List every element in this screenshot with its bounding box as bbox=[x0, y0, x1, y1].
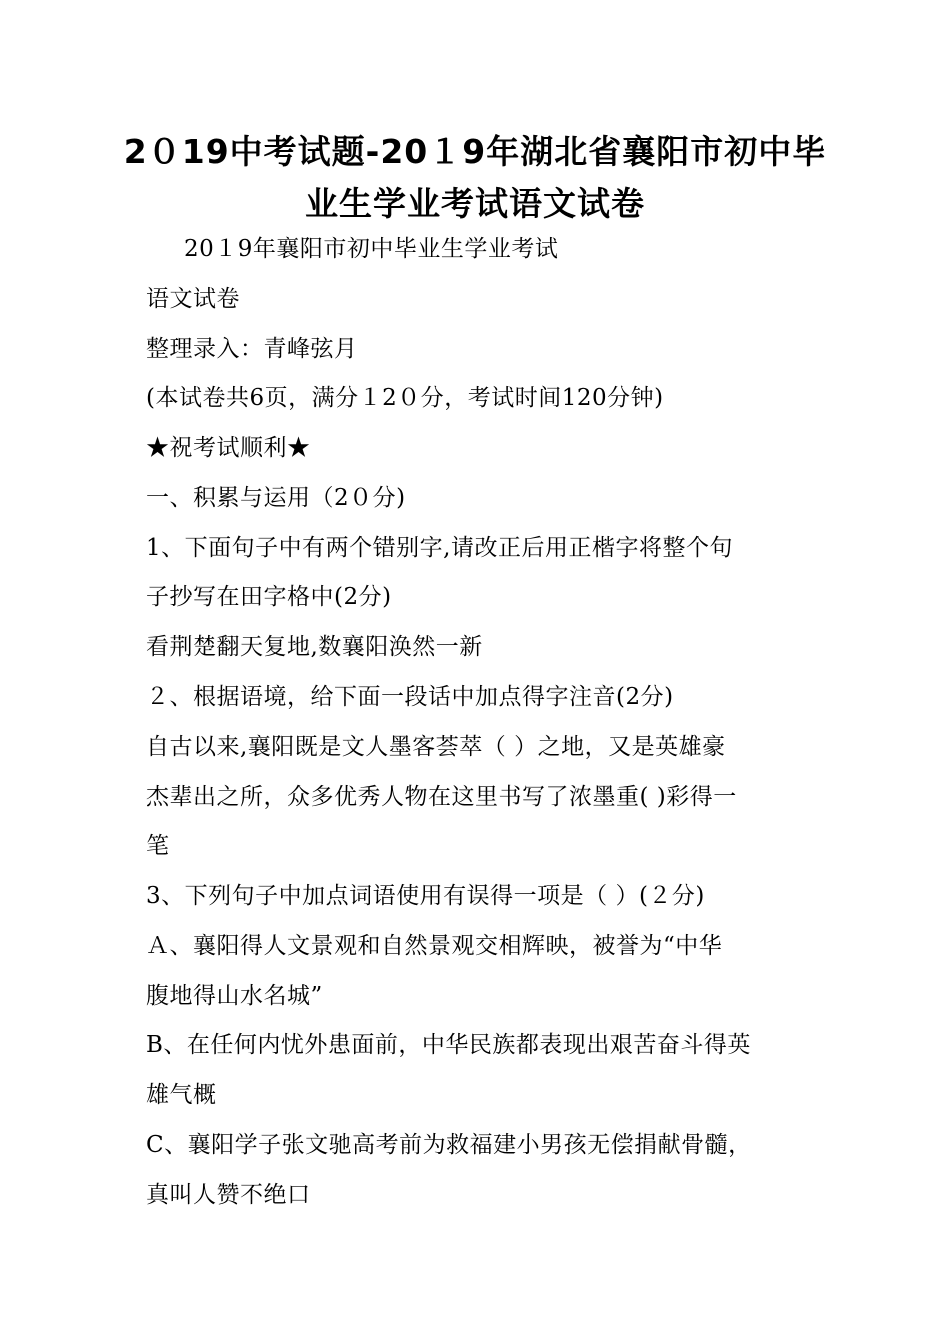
section-heading: 一、积累与运用（2０分) bbox=[146, 485, 406, 511]
question-2-passage-3: 笔 bbox=[146, 833, 170, 859]
question-2-passage-2: 杰辈出之所，众多优秀人物在这里书写了浓墨重( )彩得一 bbox=[146, 784, 737, 810]
question-3-line: 3、下列句子中加点词语使用有误得一项是（ ）(２分) bbox=[146, 883, 705, 909]
option-b-line-1: B、在任何内忧外患面前，中华民族都表现出艰苦奋斗得英 bbox=[146, 1032, 751, 1058]
option-a-line-1: Ａ、襄阳得人文景观和自然景观交相辉映，被誉为“中华 bbox=[146, 933, 723, 959]
option-c-line-1: C、襄阳学子张文驰高考前为救福建小男孩无偿捐献骨髓， bbox=[146, 1132, 752, 1158]
document-title bbox=[120, 126, 830, 230]
question-1-sentence: 看荆楚翻天复地,数襄阳涣然一新 bbox=[146, 634, 483, 660]
question-2-line-1: ２、根据语境，给下面一段话中加点得字注音(2分) bbox=[146, 684, 674, 710]
exam-info-line: (本试卷共6页，满分１2０分，考试时间120分钟) bbox=[146, 385, 664, 411]
question-1-line-1: 1、下面句子中有两个错别字,请改正后用正楷字将整个句 bbox=[146, 535, 733, 561]
editor-line: 整理录入：青峰弦月 bbox=[146, 336, 358, 362]
option-a-line-2: 腹地得山水名城” bbox=[146, 983, 323, 1009]
title-line-1: 2０19中考试题-20１9年湖北省襄阳市初中毕 bbox=[123, 132, 827, 171]
question-2-passage-1: 自古以来,襄阳既是文人墨客荟萃（ ）之地，又是英雄豪 bbox=[146, 734, 726, 760]
option-c-line-2: 真叫人赞不绝口 bbox=[146, 1182, 311, 1208]
exam-name-line: 20１9年襄阳市初中毕业生学业考试 bbox=[184, 236, 559, 262]
good-luck-line: ★祝考试顺利★ bbox=[146, 435, 311, 461]
subject-line: 语文试卷 bbox=[146, 286, 240, 312]
title-line-2: 业生学业考试语文试卷 bbox=[305, 184, 645, 223]
option-b-line-2: 雄气概 bbox=[146, 1082, 217, 1108]
question-1-line-2: 子抄写在田字格中(2分) bbox=[146, 584, 392, 610]
